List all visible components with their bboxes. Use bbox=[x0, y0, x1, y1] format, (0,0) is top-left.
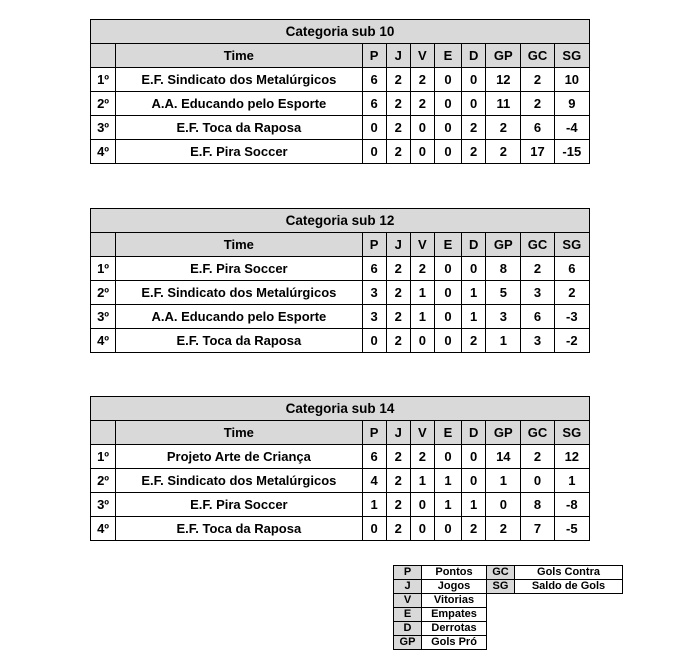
header-sg: SG bbox=[554, 421, 589, 445]
goals-against-cell: 2 bbox=[521, 257, 554, 281]
header-d: D bbox=[462, 44, 486, 68]
wins-cell: 0 bbox=[410, 140, 434, 164]
team-cell: E.F. Sindicato dos Metalúrgicos bbox=[116, 281, 362, 305]
games-cell: 2 bbox=[386, 493, 410, 517]
goal-diff-cell: 6 bbox=[554, 257, 589, 281]
goal-diff-cell: -8 bbox=[554, 493, 589, 517]
legend-abbr: SG bbox=[487, 580, 515, 594]
goals-against-cell: 2 bbox=[521, 445, 554, 469]
goals-for-cell: 3 bbox=[486, 305, 521, 329]
team-cell: A.A. Educando pelo Esporte bbox=[116, 305, 362, 329]
header-e: E bbox=[434, 233, 461, 257]
header-e: E bbox=[434, 44, 461, 68]
standings-table-sub14 bbox=[90, 396, 590, 541]
points-cell: 0 bbox=[362, 329, 386, 353]
legend-desc: Empates bbox=[422, 608, 487, 622]
table-row bbox=[91, 140, 590, 164]
losses-cell: 2 bbox=[462, 140, 486, 164]
goals-against-cell: 7 bbox=[521, 517, 554, 541]
position-cell: 1º bbox=[91, 68, 116, 92]
team-cell: E.F. Pira Soccer bbox=[116, 140, 362, 164]
legend-abbr: V bbox=[394, 594, 422, 608]
table-title: Categoria sub 12 bbox=[91, 209, 590, 233]
losses-cell: 0 bbox=[462, 68, 486, 92]
header-sg: SG bbox=[554, 233, 589, 257]
goals-against-cell: 3 bbox=[521, 329, 554, 353]
legend-desc: Gols Contra bbox=[515, 566, 623, 580]
legend-table-left bbox=[393, 565, 487, 650]
points-cell: 3 bbox=[362, 281, 386, 305]
points-cell: 0 bbox=[362, 116, 386, 140]
position-cell: 2º bbox=[91, 469, 116, 493]
points-cell: 3 bbox=[362, 305, 386, 329]
header-blank bbox=[91, 421, 116, 445]
position-cell: 3º bbox=[91, 493, 116, 517]
goals-for-cell: 14 bbox=[486, 445, 521, 469]
legend-row bbox=[394, 622, 487, 636]
position-cell: 2º bbox=[91, 92, 116, 116]
wins-cell: 0 bbox=[410, 116, 434, 140]
legend-desc: Pontos bbox=[422, 566, 487, 580]
games-cell: 2 bbox=[386, 469, 410, 493]
header-p: P bbox=[362, 44, 386, 68]
goals-against-cell: 2 bbox=[521, 92, 554, 116]
wins-cell: 2 bbox=[410, 445, 434, 469]
standings-table-sub12 bbox=[90, 208, 590, 353]
draws-cell: 0 bbox=[434, 305, 461, 329]
goal-diff-cell: -5 bbox=[554, 517, 589, 541]
position-cell: 2º bbox=[91, 281, 116, 305]
wins-cell: 2 bbox=[410, 92, 434, 116]
legend-abbr: E bbox=[394, 608, 422, 622]
games-cell: 2 bbox=[386, 92, 410, 116]
header-p: P bbox=[362, 233, 386, 257]
team-cell: E.F. Pira Soccer bbox=[116, 257, 362, 281]
team-cell: E.F. Toca da Raposa bbox=[116, 116, 362, 140]
wins-cell: 1 bbox=[410, 305, 434, 329]
header-gc: GC bbox=[521, 421, 554, 445]
header-gp: GP bbox=[486, 421, 521, 445]
games-cell: 2 bbox=[386, 281, 410, 305]
legend-row bbox=[394, 608, 487, 622]
header-blank bbox=[91, 233, 116, 257]
position-cell: 1º bbox=[91, 445, 116, 469]
legend-abbr: J bbox=[394, 580, 422, 594]
wins-cell: 1 bbox=[410, 281, 434, 305]
position-cell: 4º bbox=[91, 517, 116, 541]
table-row bbox=[91, 116, 590, 140]
goals-against-cell: 0 bbox=[521, 469, 554, 493]
header-time: Time bbox=[116, 421, 362, 445]
header-sg: SG bbox=[554, 44, 589, 68]
wins-cell: 0 bbox=[410, 517, 434, 541]
draws-cell: 0 bbox=[434, 140, 461, 164]
points-cell: 6 bbox=[362, 92, 386, 116]
table-row bbox=[91, 493, 590, 517]
table-row bbox=[91, 281, 590, 305]
draws-cell: 1 bbox=[434, 493, 461, 517]
losses-cell: 2 bbox=[462, 517, 486, 541]
header-v: V bbox=[410, 421, 434, 445]
header-e: E bbox=[434, 421, 461, 445]
wins-cell: 0 bbox=[410, 329, 434, 353]
legend-abbr: D bbox=[394, 622, 422, 636]
position-cell: 4º bbox=[91, 140, 116, 164]
header-d: D bbox=[462, 233, 486, 257]
goals-for-cell: 0 bbox=[486, 493, 521, 517]
team-cell: E.F. Pira Soccer bbox=[116, 493, 362, 517]
table-row bbox=[91, 329, 590, 353]
position-cell: 4º bbox=[91, 329, 116, 353]
goals-for-cell: 11 bbox=[486, 92, 521, 116]
goals-for-cell: 2 bbox=[486, 140, 521, 164]
position-cell: 3º bbox=[91, 305, 116, 329]
header-gp: GP bbox=[486, 233, 521, 257]
legend-row bbox=[394, 580, 487, 594]
header-time: Time bbox=[116, 44, 362, 68]
table-row bbox=[91, 68, 590, 92]
team-cell: E.F. Sindicato dos Metalúrgicos bbox=[116, 469, 362, 493]
goal-diff-cell: 1 bbox=[554, 469, 589, 493]
table-row bbox=[91, 257, 590, 281]
losses-cell: 1 bbox=[462, 281, 486, 305]
losses-cell: 1 bbox=[462, 305, 486, 329]
goals-against-cell: 8 bbox=[521, 493, 554, 517]
points-cell: 6 bbox=[362, 68, 386, 92]
table-row bbox=[91, 445, 590, 469]
table-row bbox=[91, 305, 590, 329]
header-v: V bbox=[410, 233, 434, 257]
goals-for-cell: 2 bbox=[486, 517, 521, 541]
games-cell: 2 bbox=[386, 305, 410, 329]
losses-cell: 0 bbox=[462, 92, 486, 116]
legend-abbr: GC bbox=[487, 566, 515, 580]
legend-desc: Derrotas bbox=[422, 622, 487, 636]
points-cell: 0 bbox=[362, 140, 386, 164]
table-title: Categoria sub 14 bbox=[91, 397, 590, 421]
table-row bbox=[91, 517, 590, 541]
losses-cell: 1 bbox=[462, 493, 486, 517]
header-blank bbox=[91, 44, 116, 68]
legend-abbr: P bbox=[394, 566, 422, 580]
header-j: J bbox=[386, 233, 410, 257]
legend-desc: Gols Pró bbox=[422, 636, 487, 650]
table-title: Categoria sub 10 bbox=[91, 20, 590, 44]
goal-diff-cell: -4 bbox=[554, 116, 589, 140]
losses-cell: 0 bbox=[462, 257, 486, 281]
goals-for-cell: 2 bbox=[486, 116, 521, 140]
legend-abbr: GP bbox=[394, 636, 422, 650]
legend-row bbox=[394, 594, 487, 608]
header-j: J bbox=[386, 421, 410, 445]
header-time: Time bbox=[116, 233, 362, 257]
points-cell: 6 bbox=[362, 257, 386, 281]
goals-for-cell: 1 bbox=[486, 469, 521, 493]
games-cell: 2 bbox=[386, 445, 410, 469]
goals-for-cell: 1 bbox=[486, 329, 521, 353]
goals-for-cell: 12 bbox=[486, 68, 521, 92]
goal-diff-cell: 10 bbox=[554, 68, 589, 92]
header-j: J bbox=[386, 44, 410, 68]
team-cell: Projeto Arte de Criança bbox=[116, 445, 362, 469]
legend-table-right bbox=[486, 565, 623, 594]
games-cell: 2 bbox=[386, 116, 410, 140]
goal-diff-cell: 2 bbox=[554, 281, 589, 305]
legend-desc: Jogos bbox=[422, 580, 487, 594]
goals-against-cell: 6 bbox=[521, 305, 554, 329]
goals-against-cell: 3 bbox=[521, 281, 554, 305]
points-cell: 4 bbox=[362, 469, 386, 493]
legend-desc: Vitorias bbox=[422, 594, 487, 608]
table-row bbox=[91, 92, 590, 116]
goals-for-cell: 5 bbox=[486, 281, 521, 305]
wins-cell: 0 bbox=[410, 493, 434, 517]
legend-row bbox=[394, 636, 487, 650]
goals-for-cell: 8 bbox=[486, 257, 521, 281]
header-gc: GC bbox=[521, 233, 554, 257]
goals-against-cell: 17 bbox=[521, 140, 554, 164]
header-v: V bbox=[410, 44, 434, 68]
team-cell: E.F. Sindicato dos Metalúrgicos bbox=[116, 68, 362, 92]
position-cell: 1º bbox=[91, 257, 116, 281]
games-cell: 2 bbox=[386, 329, 410, 353]
goal-diff-cell: -2 bbox=[554, 329, 589, 353]
points-cell: 0 bbox=[362, 517, 386, 541]
header-d: D bbox=[462, 421, 486, 445]
draws-cell: 0 bbox=[434, 329, 461, 353]
team-cell: A.A. Educando pelo Esporte bbox=[116, 92, 362, 116]
goals-against-cell: 6 bbox=[521, 116, 554, 140]
draws-cell: 0 bbox=[434, 445, 461, 469]
draws-cell: 0 bbox=[434, 116, 461, 140]
games-cell: 2 bbox=[386, 517, 410, 541]
losses-cell: 0 bbox=[462, 469, 486, 493]
wins-cell: 2 bbox=[410, 68, 434, 92]
team-cell: E.F. Toca da Raposa bbox=[116, 329, 362, 353]
losses-cell: 0 bbox=[462, 445, 486, 469]
games-cell: 2 bbox=[386, 257, 410, 281]
points-cell: 6 bbox=[362, 445, 386, 469]
legend-desc: Saldo de Gols bbox=[515, 580, 623, 594]
header-p: P bbox=[362, 421, 386, 445]
position-cell: 3º bbox=[91, 116, 116, 140]
points-cell: 1 bbox=[362, 493, 386, 517]
games-cell: 2 bbox=[386, 68, 410, 92]
draws-cell: 0 bbox=[434, 517, 461, 541]
goal-diff-cell: 12 bbox=[554, 445, 589, 469]
draws-cell: 0 bbox=[434, 92, 461, 116]
legend-row bbox=[487, 566, 623, 580]
table-row bbox=[91, 469, 590, 493]
draws-cell: 0 bbox=[434, 257, 461, 281]
wins-cell: 1 bbox=[410, 469, 434, 493]
goal-diff-cell: 9 bbox=[554, 92, 589, 116]
goal-diff-cell: -3 bbox=[554, 305, 589, 329]
wins-cell: 2 bbox=[410, 257, 434, 281]
legend-row bbox=[394, 566, 487, 580]
goals-against-cell: 2 bbox=[521, 68, 554, 92]
goal-diff-cell: -15 bbox=[554, 140, 589, 164]
legend-row bbox=[487, 580, 623, 594]
header-gp: GP bbox=[486, 44, 521, 68]
header-gc: GC bbox=[521, 44, 554, 68]
losses-cell: 2 bbox=[462, 116, 486, 140]
standings-table-sub10 bbox=[90, 19, 590, 164]
draws-cell: 0 bbox=[434, 68, 461, 92]
team-cell: E.F. Toca da Raposa bbox=[116, 517, 362, 541]
draws-cell: 1 bbox=[434, 469, 461, 493]
games-cell: 2 bbox=[386, 140, 410, 164]
losses-cell: 2 bbox=[462, 329, 486, 353]
draws-cell: 0 bbox=[434, 281, 461, 305]
